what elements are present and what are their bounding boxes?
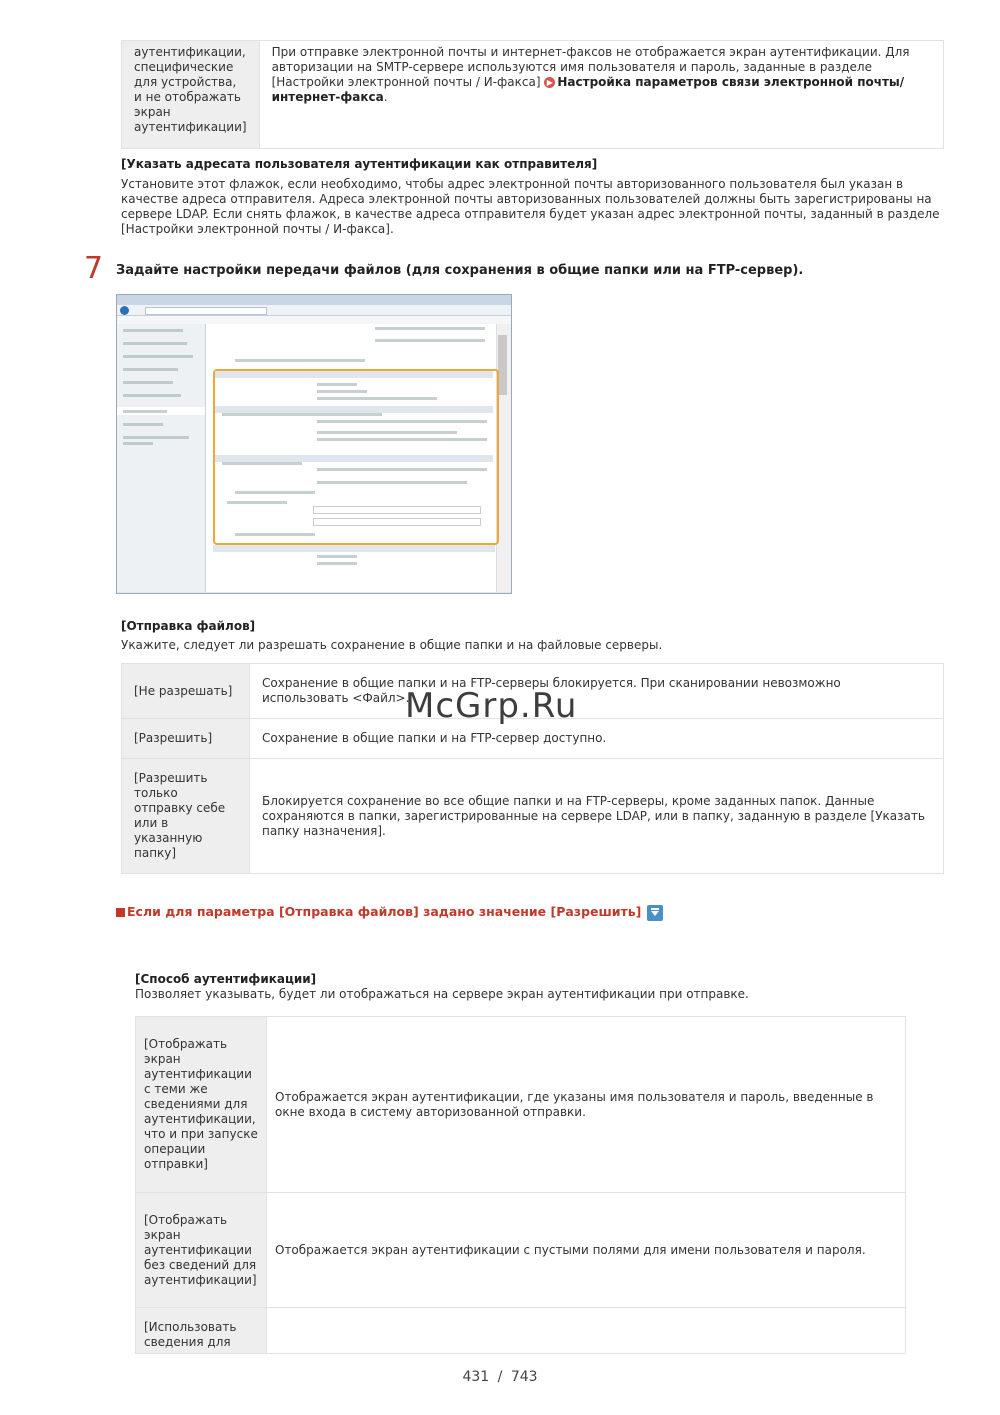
top-table-desc: При отправке электронной почты и интернет-факсов не отображается экран аутентификации. Для авторизации на SMTP-сервере используются имя пользователя и пароль, заданные в разделе [Настройки электронной почты / И-факса] ▶ Настройка параметров связи электронной почты/интернет-факса. — [259, 41, 943, 149]
sender-option-text: Установите этот флажок, если необходимо, чтобы адрес электронной почты авторизованного пользователя был указан в качестве адреса отправителя. Адреса электронной почты авторизованных пользователей должны быть зарегистрированы на сервере LDAP. Если снять флажок, в качестве адреса отправителя будет указан адрес электронной почты, заданный в разделе [Настройки электронной почты / И-факса]. — [121, 177, 940, 236]
table-row: [Не разрешать] Сохранение в общие папки и на FTP-серверы блокируется. При сканировании невозможно использовать <Файл>. — [122, 664, 944, 719]
expand-icon[interactable] — [647, 905, 663, 921]
settings-screenshot — [116, 294, 512, 594]
page-separator: / — [497, 1369, 503, 1385]
auth-method-text: Позволяет указывать, будет ли отображаться на сервере экран аутентификации при отправке. — [135, 987, 749, 1001]
sender-option-heading: [Указать адресата пользователя аутентификации как отправителя] — [121, 157, 598, 171]
table-row: [Разрешить] Сохранение в общие папки и на FTP-сервер доступно. — [122, 719, 944, 759]
top-table — [121, 40, 944, 149]
send-files-heading: [Отправка файлов] — [121, 619, 256, 633]
browser-back-icon — [120, 306, 129, 315]
email-settings-link[interactable]: Настройка параметров связи электронной почты/интернет-факса — [271, 75, 905, 104]
step-number: 7 — [84, 251, 104, 286]
auth-method-heading: [Способ аутентификации] — [135, 972, 317, 986]
table-row: [Использовать сведения для — [136, 1308, 906, 1354]
page-number: 431 — [462, 1369, 490, 1385]
step-title: Задайте настройки передачи файлов (для сохранения в общие папки или на FTP-сервер). — [116, 263, 804, 278]
table-row: [Отображать экран аутентификации с теми же сведениями для аутентификации, что и при запуске операции отправки] Отображается экран аутентификации, где указаны имя пользователя и пароль, введенные в окне входа в систему авторизованной отправки. — [136, 1017, 906, 1193]
page-footer — [0, 1369, 1000, 1385]
bullet-icon — [116, 908, 125, 917]
top-table-option: аутентификации, специфические для устройства, и не отображать экран аутентификации] — [122, 41, 260, 149]
subsection-title[interactable]: Если для параметра [Отправка файлов] задано значение [Разрешить] — [116, 904, 663, 921]
send-files-text: Укажите, следует ли разрешать сохранение в общие папки и на файловые серверы. — [121, 638, 663, 652]
auth-method-table — [135, 1016, 906, 1354]
table-row: [Разрешить только отправку себе или в указанную папку] Блокируется сохранение во все общие папки и на FTP-серверы, кроме заданных папок. Данные сохраняются в папки, зарегистрированные на сервере LDAP, или в папку, заданную в разделе [Указать папку назначения]. — [122, 759, 944, 874]
table-row: [Отображать экран аутентификации без сведений для аутентификации] Отображается экран аутентификации с пустыми полями для имени пользователя и пароля. — [136, 1193, 906, 1308]
link-arrow-icon: ▶ — [544, 77, 555, 88]
watermark: McGrp.Ru — [405, 686, 578, 726]
page-total: 743 — [510, 1369, 538, 1385]
